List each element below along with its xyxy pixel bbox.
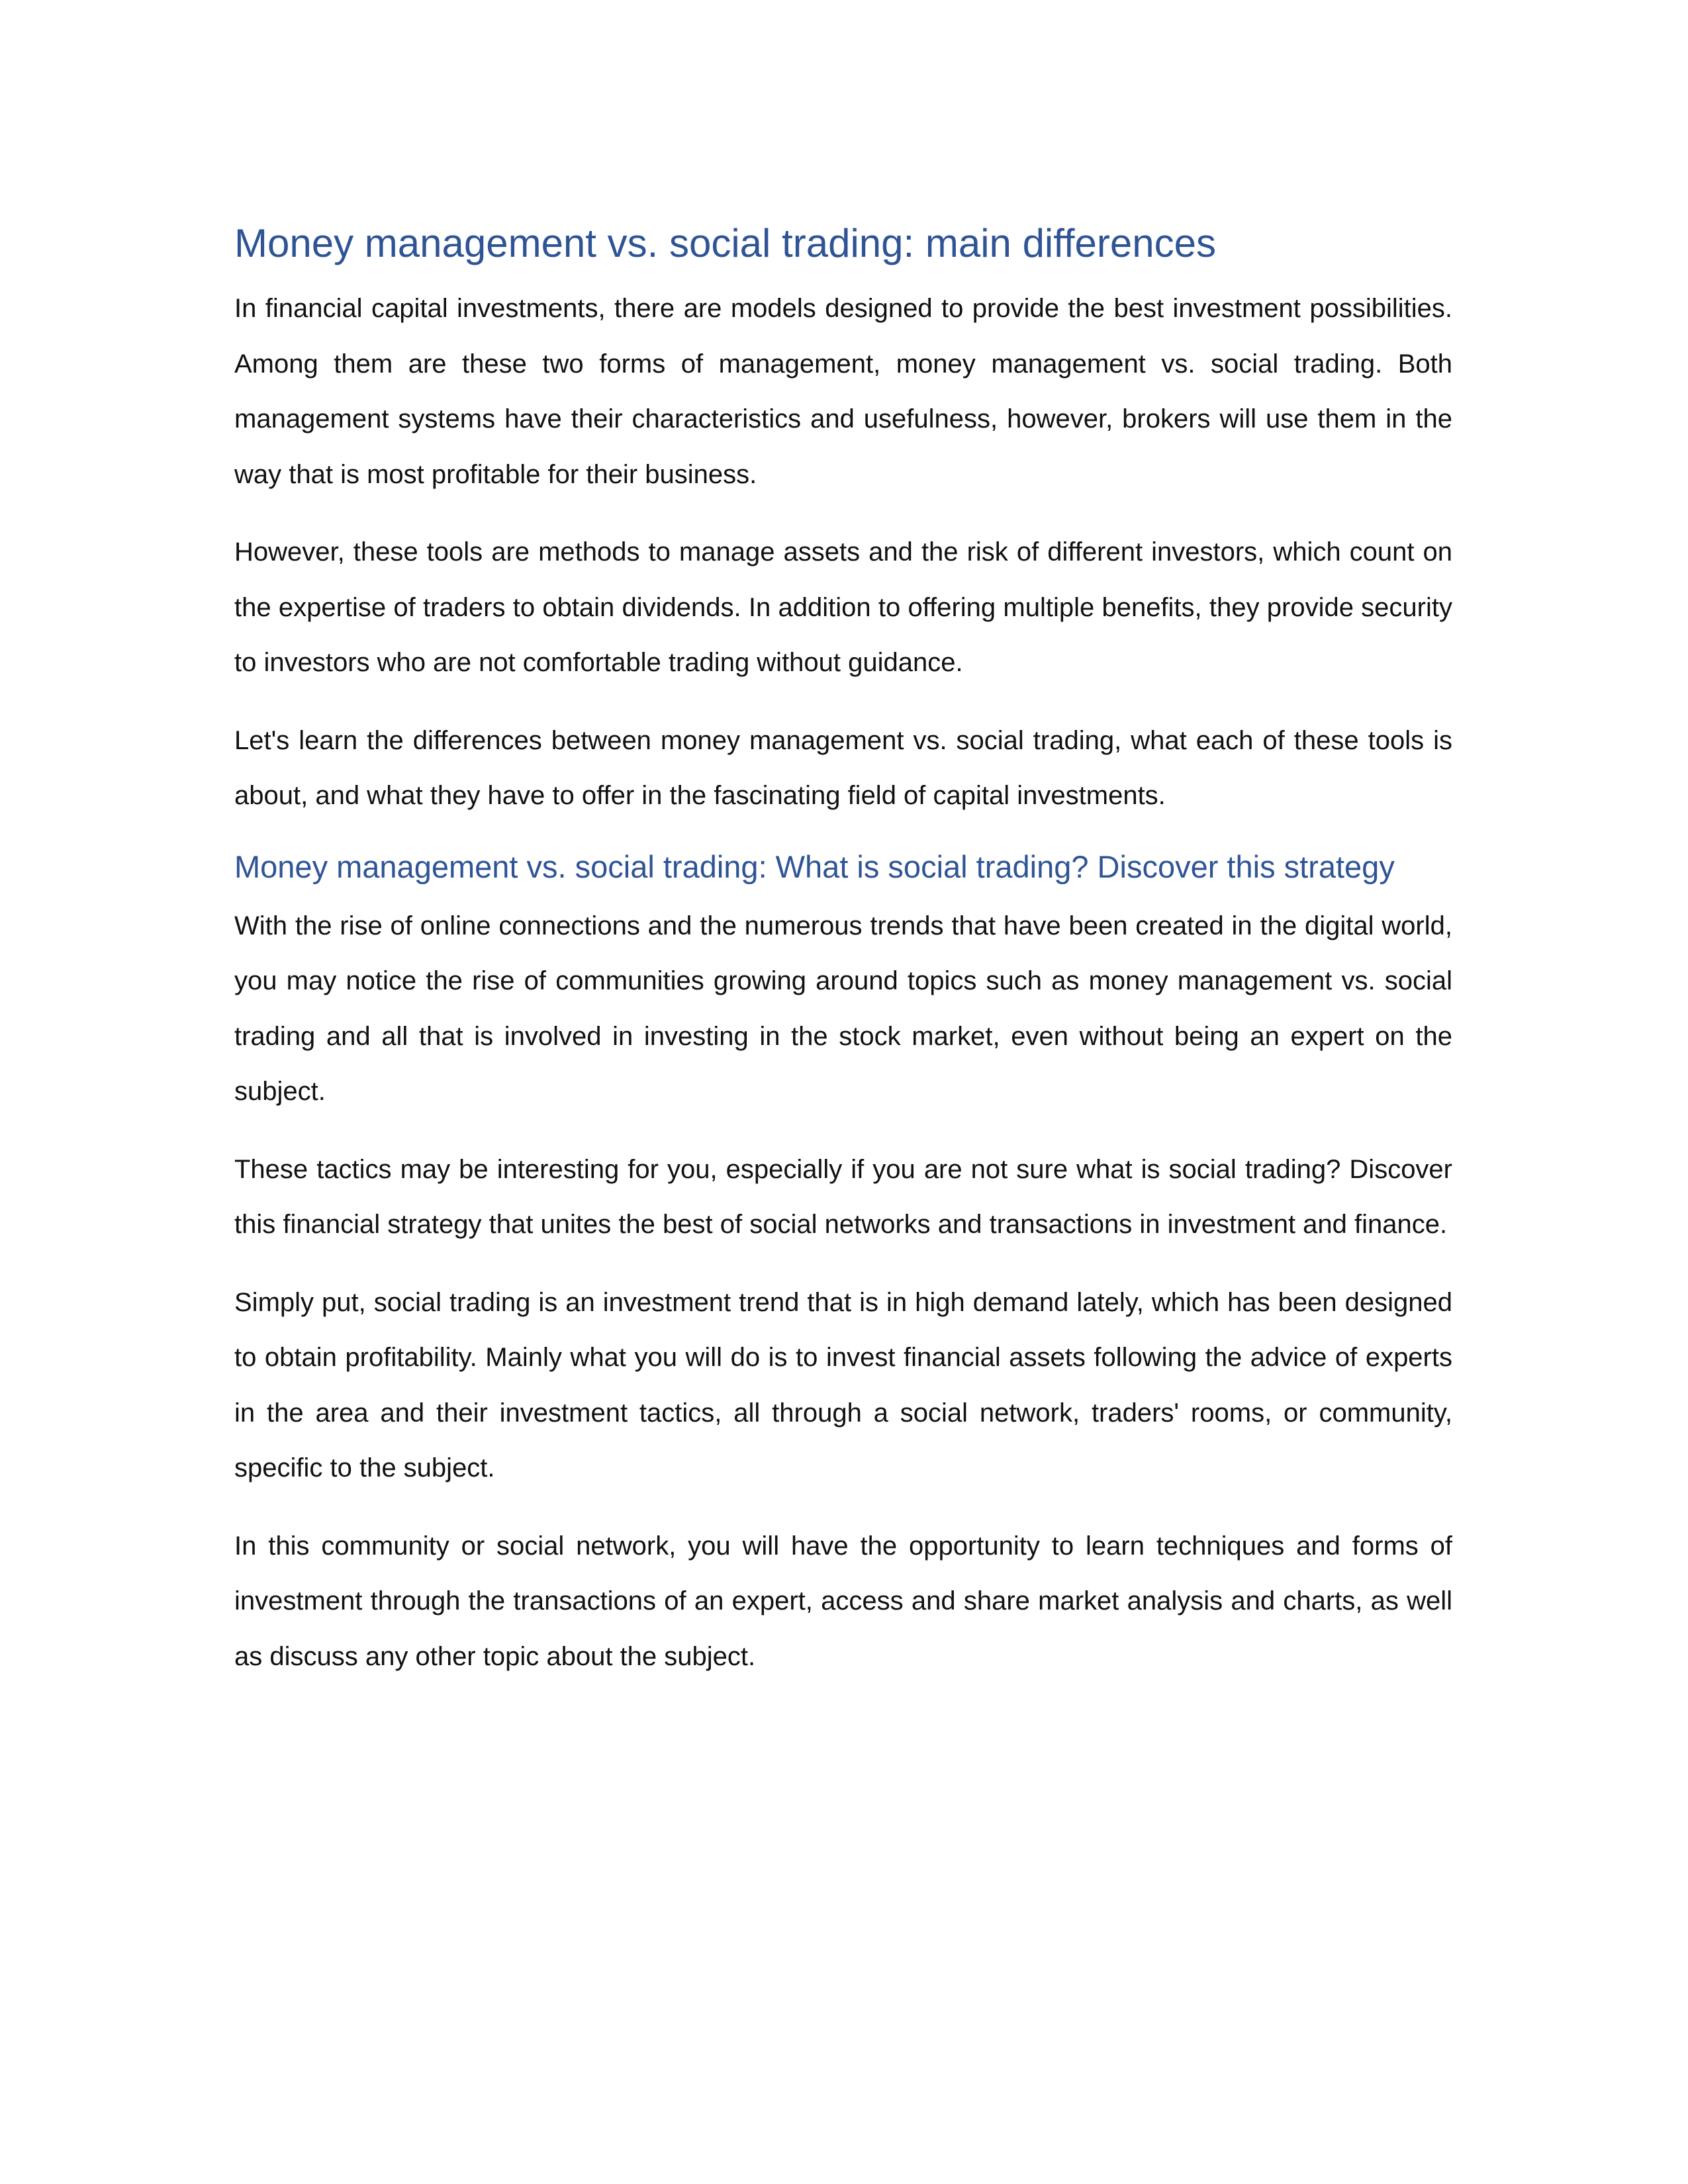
intro-paragraph-2: However, these tools are methods to manage assets and the risk of different investors, which count on the expertise of traders to obtain dividends. In addition to offering multiple benefits, they provide security to investors who are not comfortable trading without guidance. [234,537,1452,677]
section-paragraph-2: These tactics may be interesting for you, especially if you are not sure what is social trading? Discover this financial strategy that unites the best of social networks and transactions in investment and finance. [234,1154,1452,1240]
section-paragraph-4: In this community or social network, you will have the opportunity to learn techniques and forms of investment through the transactions of an expert, access and share market analysis and charts, as well as discuss any other topic about the subject. [234,1531,1452,1671]
section-paragraph-3: Simply put, social trading is an investment trend that is in high demand lately, which has been designed to obtain profitability. Mainly what you will do is to invest financial assets following the advice of experts in the area and their investment tactics, all through a social network, traders' rooms, or community, specific to the subject. [234,1287,1452,1483]
document-page [234,218,1452,1707]
intro-paragraph-1: In financial capital investments, there are models designed to provide the best investment possibilities. Among them are these two forms of management, money management vs. social trading. Both management systems have their characteristics and usefulness, however, brokers will use them in the way that is most profitable for their business. [234,294,1452,489]
document-title: Money management vs. social trading: main differences [234,221,1216,265]
section-paragraph-1: With the rise of online connections and the numerous trends that have been created in the digital world, you may notice the rise of communities growing around topics such as money management vs. social trading and all that is involved in investing in the stock market, even without being an expert on the subject. [234,911,1452,1107]
section-heading: Money management vs. social trading: What is social trading? Discover this strategy [234,848,1395,884]
intro-paragraph-3: Let's learn the differences between money management vs. social trading, what each of these tools is about, and what they have to offer in the fascinating field of capital investments. [234,725,1452,810]
